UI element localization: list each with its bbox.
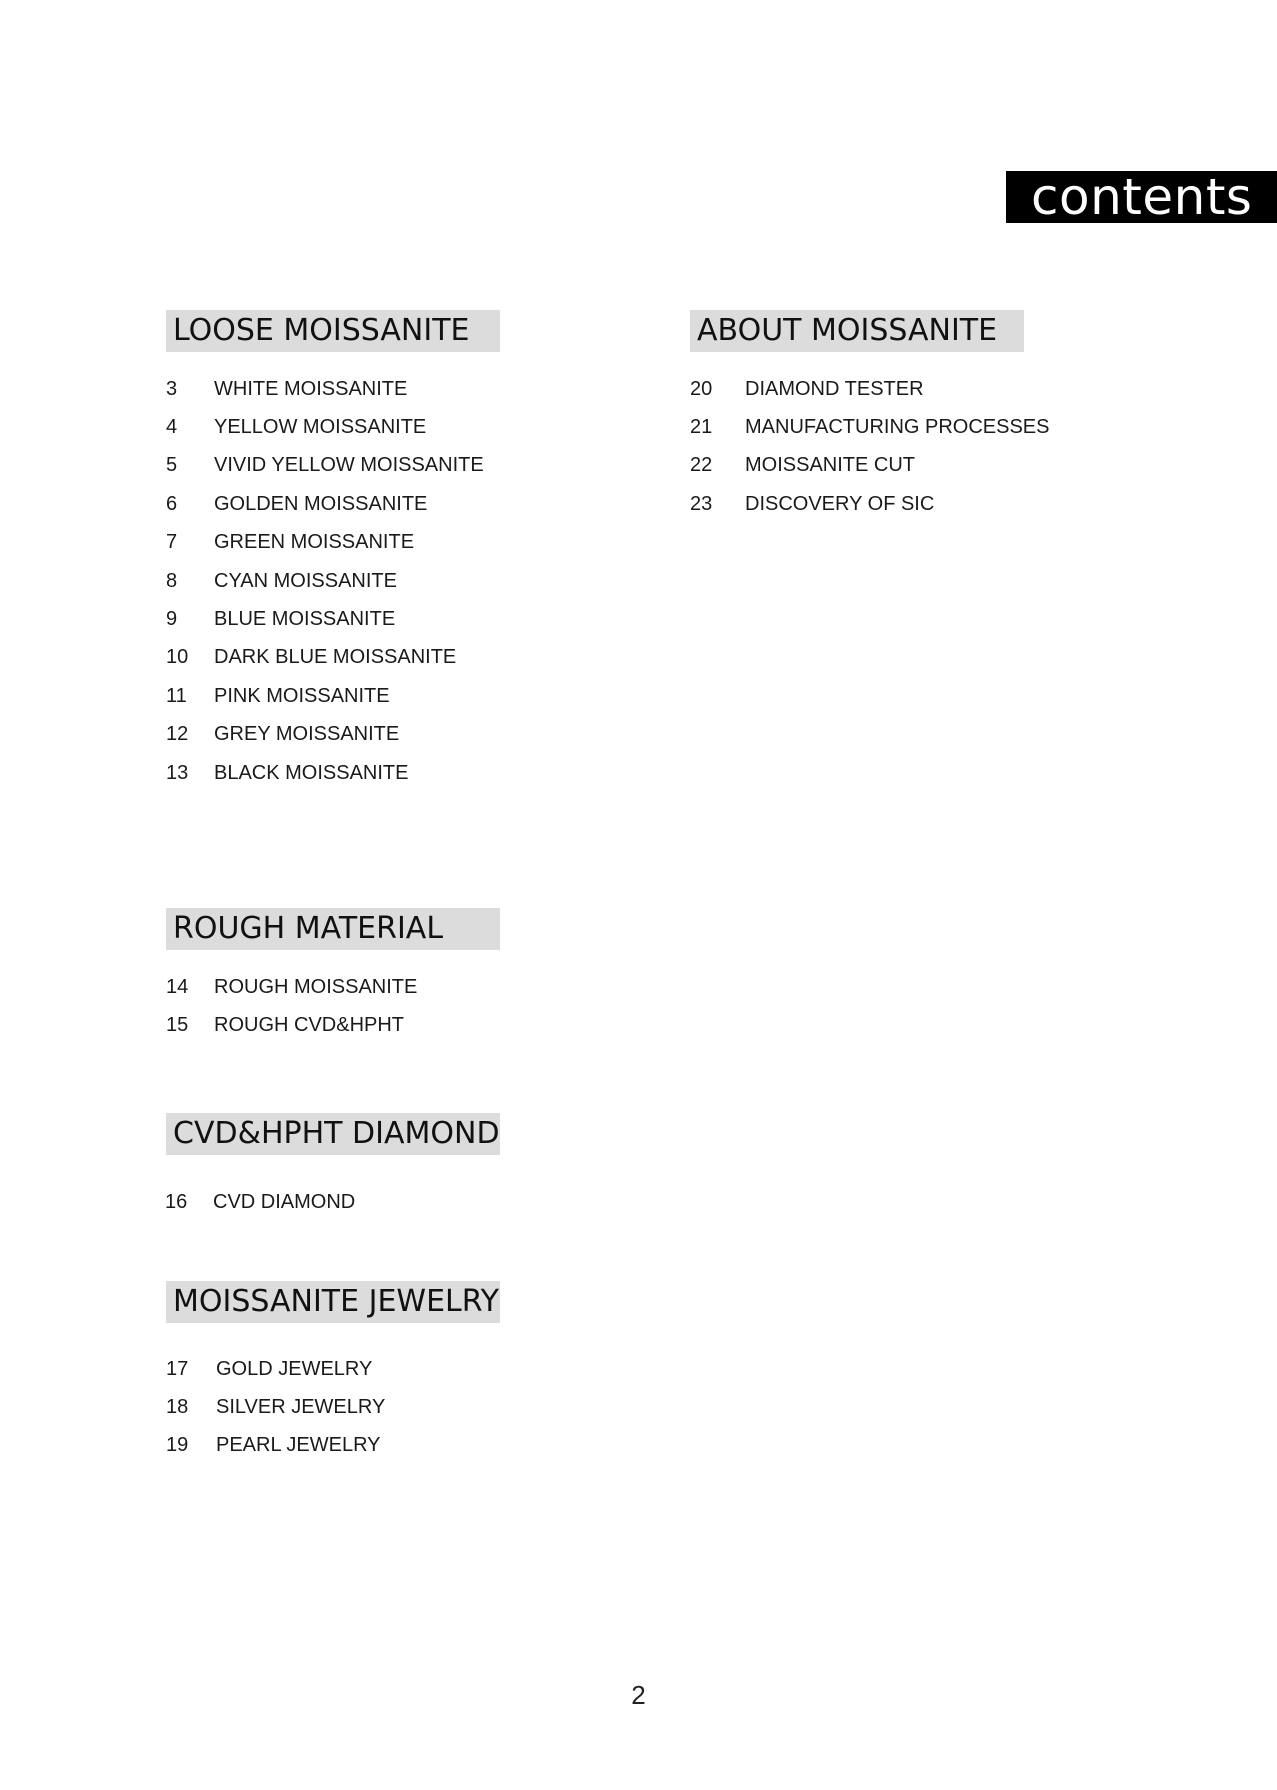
- page-number-ref: 8: [166, 569, 178, 592]
- section-heading: MOISSANITE JEWELRY: [166, 1281, 500, 1323]
- toc-entry[interactable]: [166, 639, 500, 677]
- section-heading: ROUGH MATERIAL: [166, 908, 500, 950]
- toc-entry[interactable]: [166, 370, 500, 408]
- entry-label: MANUFACTURING PROCESSES: [745, 416, 1050, 439]
- toc-entry[interactable]: [166, 1427, 500, 1465]
- entry-label: DIAMOND TESTER: [745, 377, 924, 400]
- toc-entry[interactable]: [166, 408, 500, 446]
- page-number-ref: 13: [166, 761, 189, 784]
- page-number-ref: 12: [166, 723, 189, 746]
- entry-label: VIVID YELLOW MOISSANITE: [214, 454, 484, 477]
- page-number-ref: 21: [690, 416, 713, 439]
- toc-entry[interactable]: [166, 968, 500, 1006]
- page-number-ref: 3: [166, 377, 178, 400]
- toc-entry[interactable]: [166, 562, 500, 600]
- entry-label: PINK MOISSANITE: [214, 684, 390, 707]
- page-number-ref: 9: [166, 608, 178, 631]
- entry-label: GREY MOISSANITE: [214, 723, 400, 746]
- section-rough-material: [166, 908, 500, 1045]
- page-number-ref: 18: [166, 1396, 189, 1419]
- section-loose-moissanite: [166, 310, 500, 792]
- contents-banner: contents: [1006, 171, 1277, 223]
- page-number-ref: 15: [166, 1014, 189, 1037]
- page-number-ref: 16: [165, 1190, 188, 1213]
- toc-list: [166, 1350, 500, 1465]
- page-number-ref: 4: [166, 416, 178, 439]
- toc-entry[interactable]: [690, 485, 1049, 523]
- toc-entry[interactable]: [166, 524, 500, 562]
- section-heading: ABOUT MOISSANITE: [690, 310, 1024, 352]
- toc-list: [166, 968, 500, 1045]
- entry-label: CVD DIAMOND: [213, 1190, 356, 1213]
- page-number-ref: 23: [690, 492, 713, 515]
- page-number-ref: 14: [166, 975, 189, 998]
- page-number: 2: [631, 1680, 646, 1710]
- page-number-ref: 5: [166, 454, 178, 477]
- toc-list: [166, 370, 500, 792]
- entry-label: GOLD JEWELRY: [216, 1357, 373, 1380]
- toc-list: [166, 1183, 500, 1221]
- page-number-ref: 7: [166, 531, 178, 554]
- page-number-ref: 17: [166, 1357, 189, 1380]
- entry-label: PEARL JEWELRY: [216, 1434, 381, 1457]
- page-number-ref: 11: [166, 684, 187, 707]
- entry-label: MOISSANITE CUT: [745, 454, 916, 477]
- entry-label: DARK BLUE MOISSANITE: [214, 646, 457, 669]
- section-heading: CVD&HPHT DIAMOND: [166, 1113, 500, 1155]
- section-about-moissanite: [690, 310, 1049, 524]
- entry-label: SILVER JEWELRY: [216, 1396, 386, 1419]
- toc-entry[interactable]: [166, 1183, 500, 1221]
- entry-label: BLUE MOISSANITE: [214, 608, 396, 631]
- page-number-ref: 6: [166, 492, 178, 515]
- entry-label: YELLOW MOISSANITE: [214, 416, 427, 439]
- entry-label: CYAN MOISSANITE: [214, 569, 397, 592]
- entry-label: GREEN MOISSANITE: [214, 531, 415, 554]
- toc-entry[interactable]: [166, 1388, 500, 1426]
- entry-label: ROUGH CVD&HPHT: [214, 1014, 405, 1037]
- section-moissanite-jewelry: [166, 1281, 500, 1465]
- toc-entry[interactable]: [166, 1006, 500, 1044]
- page-number-ref: 10: [166, 646, 189, 669]
- toc-entry[interactable]: [166, 600, 500, 638]
- page-number-ref: 19: [166, 1434, 189, 1457]
- section-heading: LOOSE MOISSANITE: [166, 310, 500, 352]
- entry-label: ROUGH MOISSANITE: [214, 975, 418, 998]
- toc-entry[interactable]: [166, 485, 500, 523]
- toc-list: [690, 370, 1049, 524]
- toc-entry[interactable]: [690, 447, 1049, 485]
- toc-entry[interactable]: [166, 447, 500, 485]
- toc-entry[interactable]: [166, 716, 500, 754]
- toc-entry[interactable]: [690, 370, 1049, 408]
- toc-entry[interactable]: [690, 408, 1049, 446]
- entry-label: DISCOVERY OF SIC: [745, 492, 935, 515]
- entry-label: GOLDEN MOISSANITE: [214, 492, 428, 515]
- section-cvd-hpht-diamond: [166, 1113, 500, 1221]
- page-number-ref: 20: [690, 377, 713, 400]
- page-number-ref: 22: [690, 454, 713, 477]
- toc-entry[interactable]: [166, 754, 500, 792]
- entry-label: BLACK MOISSANITE: [214, 761, 409, 784]
- toc-entry[interactable]: [166, 677, 500, 715]
- toc-entry[interactable]: [166, 1350, 500, 1388]
- entry-label: WHITE MOISSANITE: [214, 377, 408, 400]
